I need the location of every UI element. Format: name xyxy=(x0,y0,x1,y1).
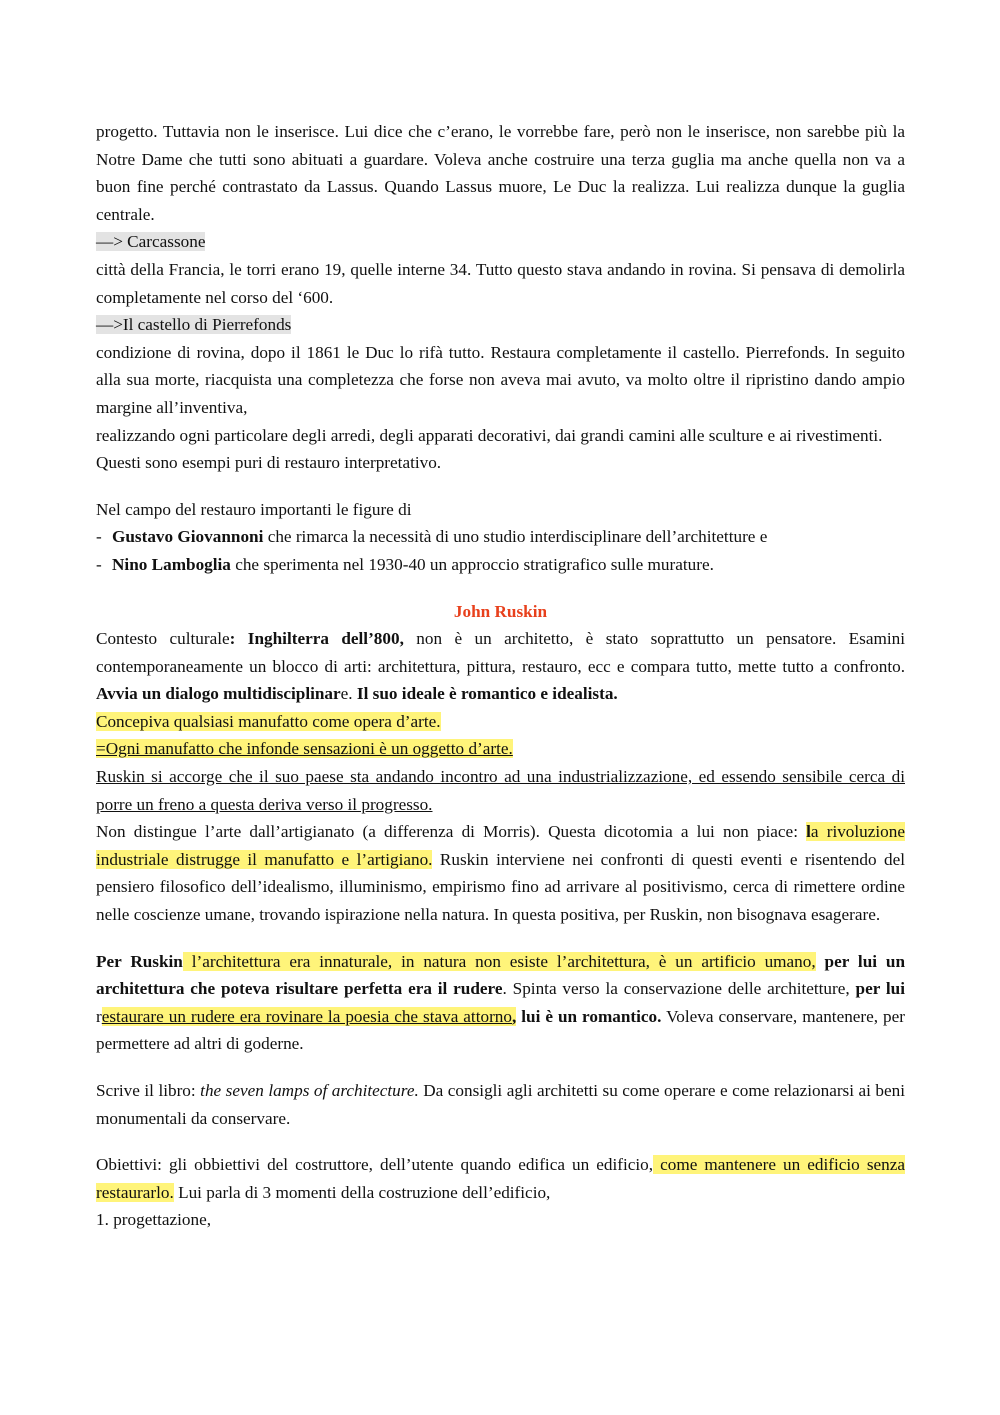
heading-carcassone-text: —> Carcassone xyxy=(96,232,206,252)
highlighted-underlined-text: =Ogni manufatto che infonde sensazioni è un oggetto d’arte. xyxy=(96,739,513,759)
paragraph-scrive xyxy=(96,1077,905,1132)
paragraph-obiettivi xyxy=(96,1151,905,1206)
bullet-giovannoni xyxy=(96,523,905,551)
text-run: Voleva conservare, mantenere, per permettere ad altri di goderne. xyxy=(96,1006,905,1054)
bullet-text: che rimarca la necessità di uno studio interdisciplinare dell’architetture e xyxy=(263,527,768,547)
text-run: Da consigli agli architetti su come operare e come relazionarsi ai beni monumentali da conservare. xyxy=(96,1081,905,1128)
text-run: e. xyxy=(340,684,357,704)
paragraph-notre-dame: progetto. Tuttavia non le inserisce. Lui dice che c’erano, le vorrebbe fare, però non le inserisce, non sarebbe più la Notre Dame che tutti sono abituati a guardare. Voleva anche costruire una terza guglia ma anche quella non va a buon fine perché contrastato da Lassus. Quando Lassus muore, Le Duc la realizza. Lui realizza dunque la guglia centrale. xyxy=(96,122,905,224)
text-run: Lui parla di 3 momenti della costruzione dell’edificio, xyxy=(173,1182,551,1202)
text-run: Non distingue l’arte dall’artigianato (a differenza di Morris). Questa dicotomia a lui non piace: xyxy=(96,822,807,842)
text-run: non è un architetto, è stato soprattutto un pensatore. Esamini contemporaneamente un blocco di arti: architettura, pittura, restauro, ecc e compara tutto, mette tutto a confronto. xyxy=(96,629,905,676)
highlight-line-2 xyxy=(96,735,905,763)
bold-run: Il suo ideale è romantico e idealista. xyxy=(356,684,618,704)
bullet-dash: - xyxy=(96,554,102,574)
highlighted-text: Concepiva qualsiasi manufatto come opera d’arte. xyxy=(96,711,441,731)
text-run: Contesto culturale xyxy=(96,629,230,649)
bold-run: per lui xyxy=(855,979,905,999)
paragraph-contesto xyxy=(96,625,905,708)
bold-run: per lui un architettura che poteva risultare perfetta era il rudere xyxy=(96,951,906,999)
text-run: Ruskin interviene nei confronti di questi eventi e risentendo del pensiero filosofico dell’idealismo, illuminismo, empirismo fino ad arrivare al positivismo, cerca di rimettere ordine nelle coscienze umane, trovando ispirazione nella natura. In questa positiva, per Ruskin, non bisognava esagerare. xyxy=(96,849,905,925)
paragraph-industrializzazione: Ruskin si accorge che il suo paese sta andando incontro ad una industrializzazione, ed essendo sensibile cerca di porre un freno a questa deriva verso il progresso. xyxy=(96,767,905,814)
bold-run: Avvia un dialogo multidisciplinar xyxy=(96,684,341,704)
paragraph-pierrefonds: condizione di rovina, dopo il 1861 le Duc lo rifà tutto. Restaura completamente il castello. Pierrefonds. In seguito alla sua morte, riacquista una completezza che forse non aveva mai avuto, va molto oltre il ripristino dando ampio margine all’inventiva, xyxy=(96,342,905,417)
highlighted-underlined-text: estaurare un rudere era rovinare la poesia che stava attorno xyxy=(101,1006,512,1026)
bold-highlight-run: l xyxy=(806,822,811,842)
paragraph-distingue xyxy=(96,818,905,928)
text-run: Obiettivi: gli obbiettivi del costruttore, dell’utente quando edifica un edificio, xyxy=(96,1155,654,1175)
heading-pierrefonds xyxy=(96,311,905,339)
document-page xyxy=(96,118,905,1234)
highlight-line-1 xyxy=(96,708,905,736)
paragraph-carcassone: città della Francia, le torri erano 19, quelle interne 34. Tutto questo stava andando in rovina. Si pensava di demolirla completamente nel corso del ‘600. xyxy=(96,259,905,307)
bullet-dash: - xyxy=(96,527,102,547)
text-run: Scrive il libro: xyxy=(96,1081,201,1100)
paragraph-realizzando: realizzando ogni particolare degli arredi, degli apparati decorativi, dai grandi camini alle sculture e ai rivestimenti. xyxy=(96,425,883,445)
bold-run: Per Ruskin xyxy=(96,951,183,971)
bold-run: , xyxy=(512,1006,517,1026)
bullet-name: Gustavo Giovannoni xyxy=(112,527,264,547)
paragraph-per-ruskin xyxy=(96,948,905,1058)
book-title: the seven lamps of architecture. xyxy=(200,1081,419,1100)
paragraph-esempi: Questi sono esempi puri di restauro interpretativo. xyxy=(96,453,442,473)
bold-run: : Inghilterra dell’800, xyxy=(229,629,404,649)
heading-carcassone xyxy=(96,228,905,256)
bold-run: lui è un romantico. xyxy=(516,1006,662,1026)
bullet-text: che sperimenta nel 1930-40 un approccio stratigrafico sulle murature. xyxy=(230,554,714,574)
list-item-progettazione: 1. progettazione, xyxy=(96,1210,212,1230)
highlighted-text: a rivoluzione industriale distrugge il manufatto e l’artigiano. xyxy=(96,822,905,869)
heading-pierrefonds-text: —>Il castello di Pierrefonds xyxy=(96,315,292,335)
highlighted-text: l’architettura era innaturale, in natura non esiste l’architettura, è un artificio umano, xyxy=(182,951,816,971)
section-title-john-ruskin: John Ruskin xyxy=(453,601,548,621)
bullet-name: Nino Lamboglia xyxy=(112,554,231,574)
text-run: . Spinta verso la conservazione delle architetture, xyxy=(502,979,856,999)
bullet-lamboglia xyxy=(96,551,905,579)
paragraph-campo-restauro: Nel campo del restauro importanti le figure di xyxy=(96,499,412,519)
highlighted-text: come mantenere un edificio senza restaurarlo. xyxy=(96,1155,905,1202)
text-run: r xyxy=(96,1006,102,1026)
